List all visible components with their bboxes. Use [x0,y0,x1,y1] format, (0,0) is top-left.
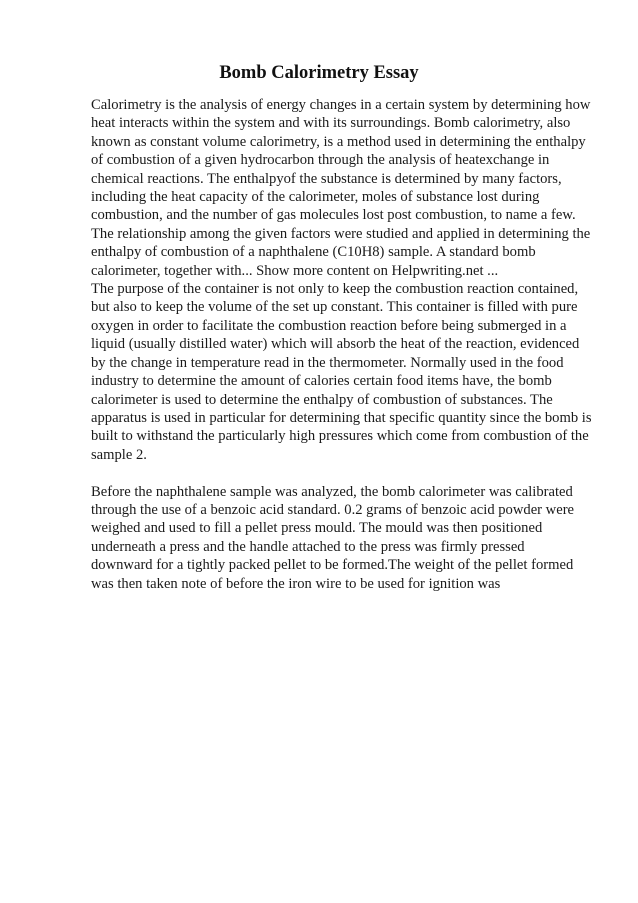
body-text-line: chemical reactions. The enthalpyof the substance is determined by many factors, [91,170,562,187]
body-text-line: enthalpy of combustion of a naphthalene (C10H8) sample. A standard bomb [91,244,536,261]
body-text-line: but also to keep the volume of the set up constant. This container is filled with pure [91,299,578,316]
body-text-line: liquid (usually distilled water) which will absorb the heat of the reaction, evidenced [91,336,580,353]
body-text-line: weighed and used to fill a pellet press mould. The mould was then positioned [91,520,543,537]
body-text-line: downward for a tightly packed pellet to be formed.The weight of the pellet formed [91,557,574,574]
body-text-line: sample 2. [91,446,147,463]
body-text-line: Before the naphthalene sample was analyzed, the bomb calorimeter was calibrated [91,483,573,500]
body-text-line: calorimeter is used to determine the enthalpy of combustion of substances. The [91,391,553,408]
body-text-line: through the use of a benzoic acid standard. 0.2 grams of benzoic acid powder were [91,501,575,518]
paragraph-break [91,464,601,482]
document-title: Bomb Calorimetry Essay [219,63,419,83]
body-text-line: The relationship among the given factors were studied and applied in determining the [91,225,591,242]
body-text-line: including the heat capacity of the calorimeter, moles of substance lost during [91,189,540,206]
body-text-line: oxygen in order to facilitate the combustion reaction before being submerged in a [91,317,567,334]
body-text-line: built to withstand the particularly high pressures which come from combustion of the [91,428,589,445]
body-text-line: by the change in temperature read in the thermometer. Normally used in the food [91,354,564,371]
body-text-line: of combustion of a given hydrocarbon through the analysis of heatexchange in [91,152,550,169]
body-text-line: Calorimetry is the analysis of energy changes in a certain system by determining how [91,97,591,113]
body-text-line: apparatus is used in particular for determining that specific quantity since the bomb is [91,409,592,426]
body-text-line: underneath a press and the handle attached to the press was firmly pressed [91,538,525,555]
body-text-line: was then taken note of before the iron wire to be used for ignition was [91,575,501,592]
body-text-line: The purpose of the container is not only to keep the combustion reaction contained, [91,281,579,298]
body-text-line: industry to determine the amount of calories certain food items have, the bomb [91,373,552,390]
body-text-line: combustion, and the number of gas molecules lost post combustion, to name a few. [91,207,576,224]
body-text-line: calorimeter, together with... Show more content on Helpwriting.net ... [91,262,499,279]
body-text-line: heat interacts within the system and with its surroundings. Bomb calorimetry, also [91,115,571,132]
document-body [91,96,601,593]
body-text-line: known as constant volume calorimetry, is a method used in determining the enthalpy [91,133,586,150]
